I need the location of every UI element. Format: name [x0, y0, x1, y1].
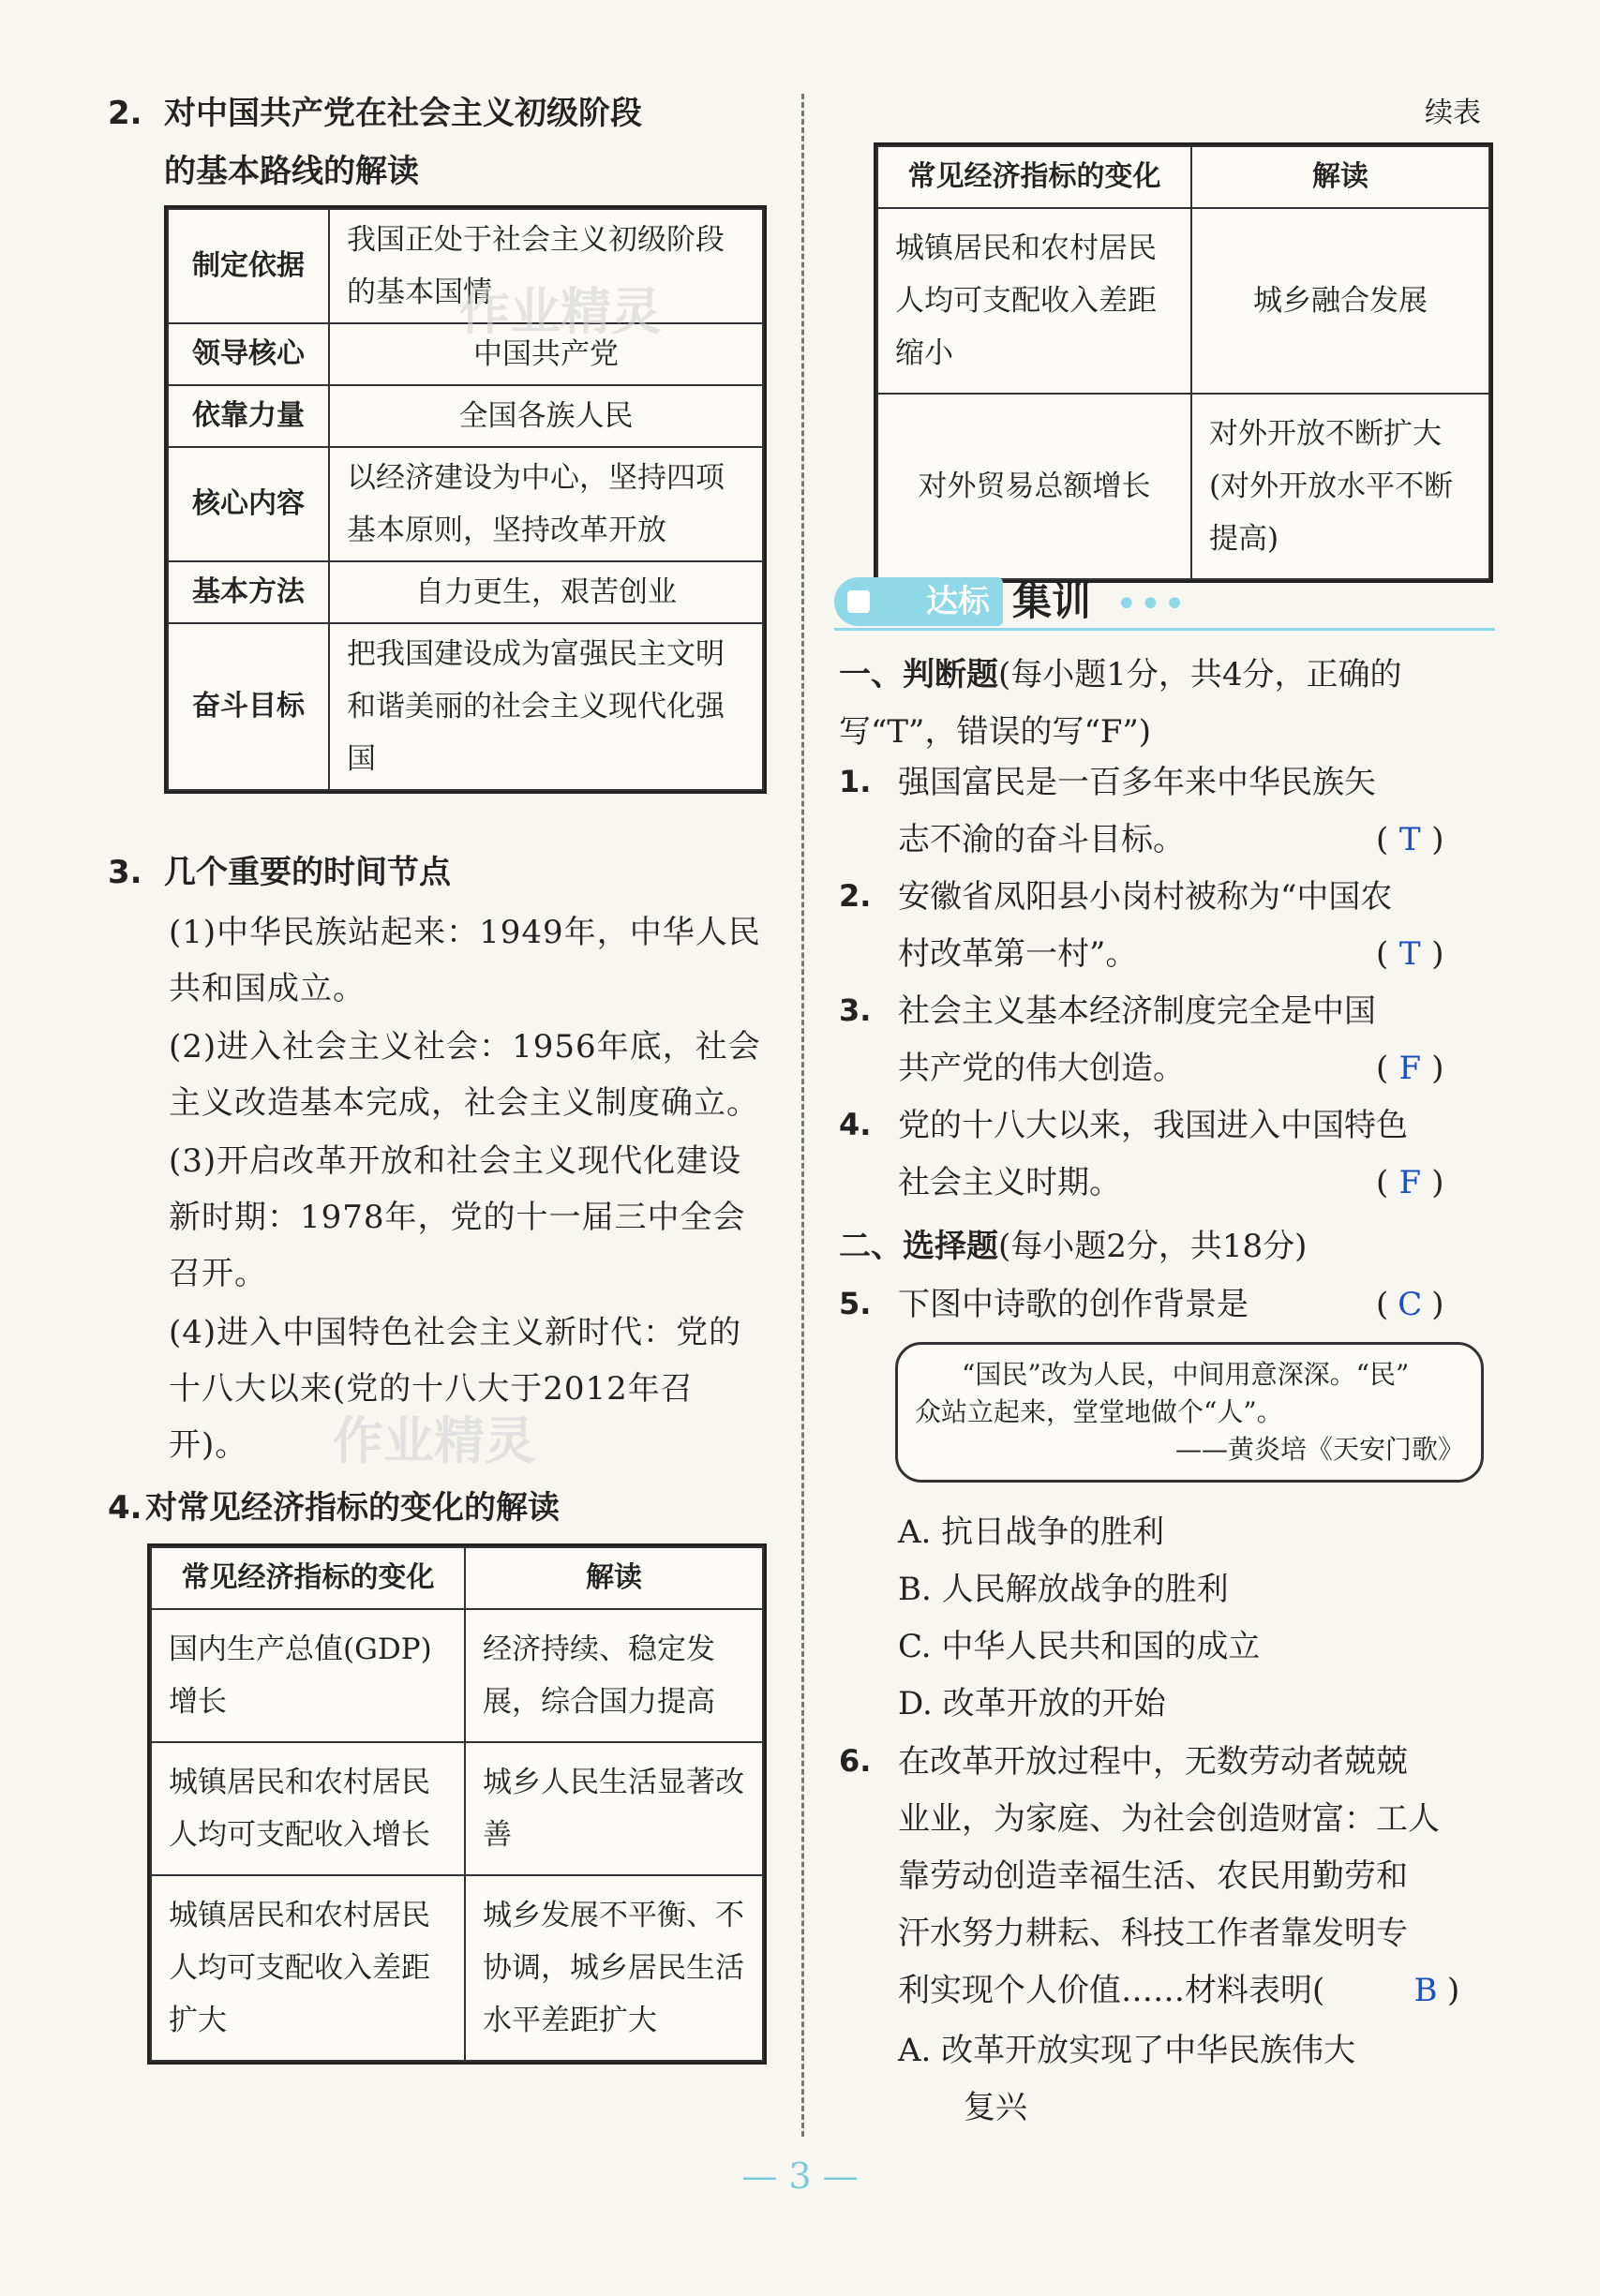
judge-question-line-1: 安徽省凤阳县小岗村被称为“中国农: [898, 878, 1393, 916]
section-2-title: 2. 对中国共产党在社会主义初级阶段 的基本路线的解读: [108, 95, 642, 190]
timeline-item-3: (3)开启改革开放和社会主义现代化建设新时期：1978年，党的十一届三中全会召开。: [169, 1142, 746, 1292]
banner-tag: 达标: [834, 577, 1003, 626]
question-6-line-3: 靠劳动创造幸福生活、农民用勤劳和: [898, 1857, 1408, 1895]
banner-icon: [847, 590, 870, 613]
judge-question-line-1: 社会主义基本经济制度完全是中国: [898, 992, 1376, 1030]
option-b: B. 人民解放战争的胜利: [898, 1571, 1229, 1608]
col-header-interpretation: 解读: [465, 1547, 763, 1609]
interpretation-cell: 经济持续、稳定发展，综合国力提高: [465, 1609, 763, 1742]
economic-indicator-table-cont: [876, 145, 1490, 580]
dots-icon: •••: [1115, 583, 1188, 626]
question-6-line-2: 业业，为家庭、为社会创造财富：工人: [898, 1800, 1440, 1838]
timeline-item-1: (1)中华民族站起来：1949年，中华人民共和国成立。: [169, 914, 761, 1007]
indicator-cell: 国内生产总值(GDP)增长: [151, 1609, 465, 1742]
option-a: A. 改革开放实现了中华民族伟大: [898, 2032, 1356, 2069]
question-6-line-4: 汗水努力耕耘、科技工作者靠发明专: [898, 1915, 1408, 1952]
judge-question-line-1: 党的十八大以来，我国进入中国特色: [898, 1107, 1408, 1144]
row-label: 领导核心: [168, 323, 329, 385]
table-row: [151, 1875, 763, 2061]
question-number: 2.: [839, 878, 872, 914]
question-number: 1.: [839, 764, 872, 799]
option-c: C. 中华人民共和国的成立: [898, 1628, 1261, 1665]
option-d: D. 改革开放的开始: [898, 1685, 1166, 1722]
table-row: [151, 1609, 763, 1742]
interpretation-cell: 城乡发展不平衡、不协调，城乡居民生活水平差距扩大: [465, 1875, 763, 2061]
column-divider: [801, 94, 804, 2137]
watermark: 作业精灵: [459, 282, 662, 341]
answer-slot: ( T ): [1376, 821, 1444, 858]
table-row: [168, 623, 763, 790]
question-5-text: 下图中诗歌的创作背景是: [898, 1286, 1249, 1323]
poem-box: “国民”改为人民，中间用意深深。“民” 众站立起来，堂堂地做个“人”。 ——黄炎培《天安门歌》: [895, 1342, 1484, 1483]
section-4-title: 4. 对常见经济指标的变化的解读: [108, 1489, 560, 1527]
judge-question-line-2: 村改革第一村”。: [898, 935, 1138, 973]
banner-underline: [834, 628, 1495, 631]
watermark: 作业精灵: [333, 1411, 535, 1470]
interpretation-cell: 城乡融合发展: [1191, 208, 1489, 394]
judge-question-line-2: 志不渝的奋斗目标。: [898, 821, 1185, 858]
answer-slot: ( F ): [1376, 1050, 1444, 1087]
judge-question-line-1: 强国富民是一百多年来中华民族矢: [898, 764, 1376, 801]
answer-slot: ( F ): [1376, 1164, 1444, 1201]
judge-question-line-2: 共产党的伟大创造。: [898, 1050, 1185, 1087]
part2-heading: 二、选择题(每小题2分，共18分): [839, 1228, 1308, 1265]
page-number: — 3 —: [741, 2155, 859, 2197]
row-value: 以经济建设为中心，坚持四项基本原则，坚持改革开放: [329, 447, 763, 561]
banner-title: 集训: [1012, 578, 1092, 624]
question-number: 5.: [839, 1286, 872, 1321]
answer-slot: ( T ): [1376, 935, 1444, 973]
row-label: 制定依据: [168, 209, 329, 323]
practice-banner: [834, 574, 1495, 630]
row-label: 依靠力量: [168, 385, 329, 447]
answer-slot: ( C ): [1376, 1286, 1444, 1323]
judge-question-line-2: 社会主义时期。: [898, 1164, 1121, 1201]
section-3-title: 3. 几个重要的时间节点: [108, 854, 451, 891]
question-number: 4.: [839, 1107, 872, 1142]
question-6-line-5: 利实现个人价值……材料表明(: [898, 1972, 1325, 2009]
row-value: 全国各族人民: [329, 385, 763, 447]
indicator-cell: 城镇居民和农村居民人均可支配收入增长: [151, 1742, 465, 1875]
table-row: [168, 385, 763, 447]
economic-indicator-table: [150, 1546, 764, 2062]
row-value: 我国正处于社会主义初级阶段的基本国情: [329, 209, 763, 323]
indicator-cell: 对外贸易总额增长: [877, 394, 1191, 579]
row-label: 核心内容: [168, 447, 329, 561]
col-header-indicator: 常见经济指标的变化: [877, 146, 1191, 208]
table-row: [877, 208, 1489, 394]
col-header-indicator: 常见经济指标的变化: [151, 1547, 465, 1609]
question-number: 6.: [839, 1743, 872, 1779]
table-row: [168, 561, 763, 623]
part1-heading: 一、判断题(每小题1分，共4分，正确的写“T”，错误的写“F”): [839, 656, 1402, 751]
indicator-cell: 城镇居民和农村居民人均可支配收入差距扩大: [151, 1875, 465, 2061]
row-label: 基本方法: [168, 561, 329, 623]
table-row: [168, 447, 763, 561]
row-label: 奋斗目标: [168, 623, 329, 790]
table-row: [151, 1742, 763, 1875]
option-a: A. 抗日战争的胜利: [898, 1513, 1165, 1551]
timeline-item-2: (2)进入社会主义社会：1956年底，社会主义改造基本完成，社会主义制度确立。: [169, 1028, 761, 1122]
timeline-item-4: (4)进入中国特色社会主义新时代：党的十八大以来(党的十八大于2012年召开)。: [169, 1314, 742, 1464]
interpretation-cell: 城乡人民生活显著改善: [465, 1742, 763, 1875]
answer-slot: B ): [1413, 1972, 1460, 2009]
question-number: 3.: [839, 992, 872, 1028]
row-value: 自力更生，艰苦创业: [329, 561, 763, 623]
option-a-cont: 复兴: [964, 2089, 1027, 2126]
row-value: 中国共产党: [329, 323, 763, 385]
question-6-line-1: 在改革开放过程中，无数劳动者兢兢: [898, 1743, 1408, 1781]
row-value: 把我国建设成为富强民主文明和谐美丽的社会主义现代化强国: [329, 623, 763, 790]
interpretation-cell: 对外开放不断扩大(对外开放水平不断提高): [1191, 394, 1489, 579]
col-header-interpretation: 解读: [1191, 146, 1489, 208]
continued-label: 续表: [1425, 97, 1481, 129]
indicator-cell: 城镇居民和农村居民人均可支配收入差距缩小: [877, 208, 1191, 394]
table-row: [877, 394, 1489, 579]
